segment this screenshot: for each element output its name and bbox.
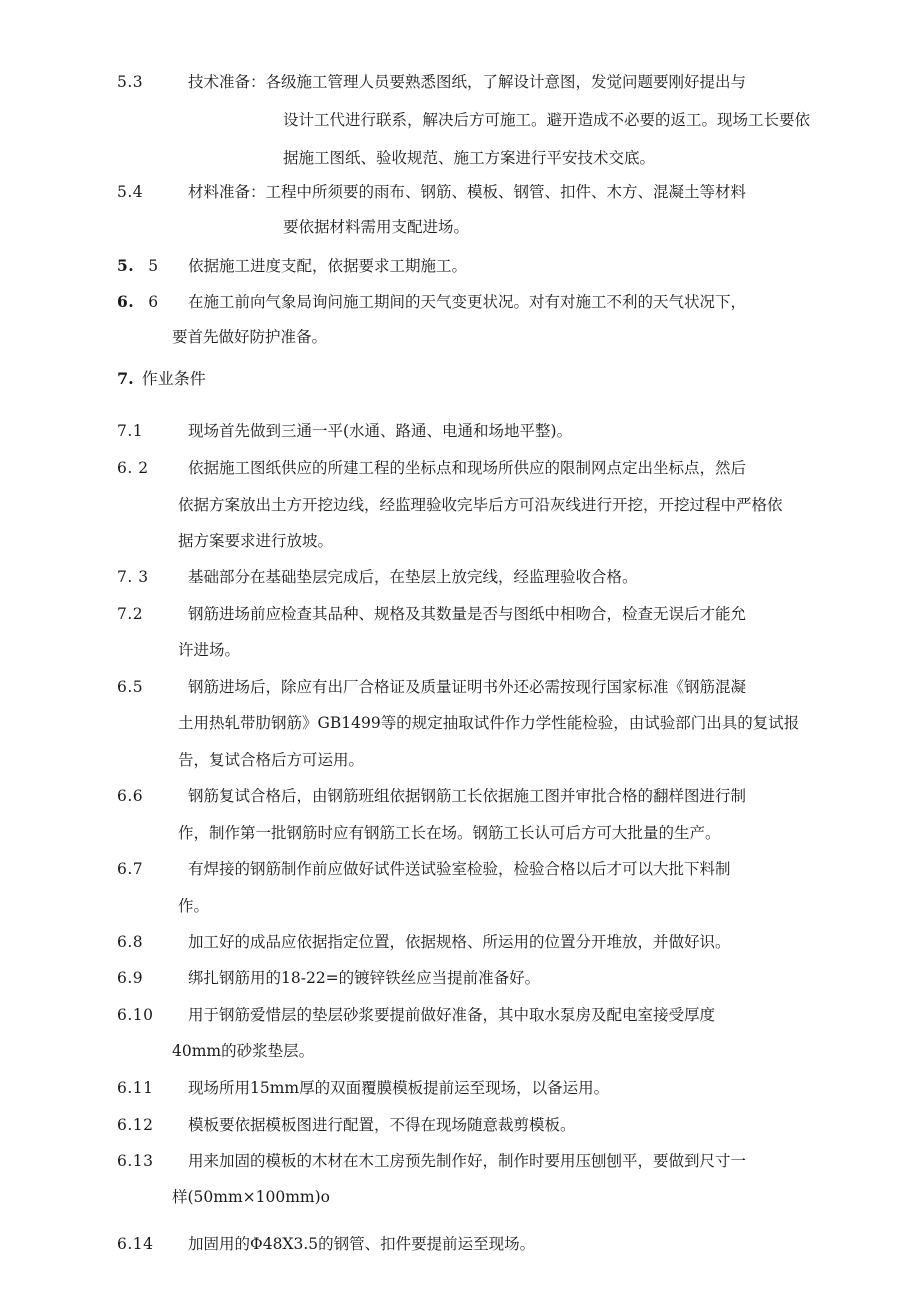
item-number: 6.8: [117, 933, 144, 951]
item-text: 在施工前向气象局询问施工期间的天气变更状况。对有对施工不利的天气状况下，: [188, 293, 747, 311]
item-text: 有焊接的钢筋制作前应做好试件送试验室检验，检验合格以后才可以大批下料制: [188, 860, 731, 878]
item-text: 依据方案放出土方开挖边线，经监理验收完毕后方可沿灰线进行开挖，开挖过程中严格依: [178, 496, 783, 514]
item-number-major: 6.: [117, 292, 135, 311]
item-text: 要依据材料需用支配进场。: [283, 218, 470, 236]
section-heading: [117, 369, 206, 389]
item-number-major: 5.: [117, 256, 135, 275]
item-number: 6.9: [117, 969, 144, 987]
item-text: 告，复试合格后方可运用。: [178, 751, 365, 769]
item-number: 7.1: [117, 422, 144, 440]
item-text: 基础部分在基础垫层完成后，在垫层上放完线，经监理验收合格。: [188, 568, 638, 586]
item-number: 6.6: [117, 787, 144, 805]
item-text: 用于钢筋爱惜层的垫层砂浆要提前做好准备，其中取水泵房及配电室接受厚度: [188, 1006, 716, 1024]
item-text: 40mm的砂浆垫层。: [172, 1042, 315, 1060]
item-text: 依据施工进度支配，依据要求工期施工。: [188, 257, 468, 275]
item-number: [117, 292, 159, 312]
item-text: 绑扎钢筋用的18-22=的镀锌铁丝应当提前准备好。: [188, 969, 541, 987]
item-number: 6.5: [117, 678, 144, 696]
item-text: 设计工代进行联系，解决后方可施工。避开造成不必要的返工。现场工长要依: [283, 111, 811, 129]
item-number: 6. 2: [117, 459, 149, 477]
item-number: 7.2: [117, 605, 144, 623]
item-number-minor: 5: [148, 257, 159, 275]
item-text: 钢筋进场后，除应有出厂合格证及质量证明书外还必需按现行国家标准《钢筋混凝: [188, 678, 747, 696]
item-text: 要首先做好防护准备。: [172, 328, 328, 346]
item-number: 7. 3: [117, 568, 149, 586]
item-number: 6.12: [117, 1116, 154, 1134]
item-text: 据方案要求进行放坡。: [178, 532, 334, 550]
item-number: 5.4: [117, 183, 144, 201]
item-text: 钢筋进场前应检查其品种、规格及其数量是否与图纸中相吻合，检查无误后才能允: [188, 605, 747, 623]
item-text: 许进场。: [178, 641, 241, 659]
item-number: 6.7: [117, 860, 144, 878]
item-text: 模板要依据模板图进行配置，不得在现场随意裁剪模板。: [188, 1116, 576, 1134]
section-number: 7.: [117, 369, 134, 388]
item-text: 样(50mm×100mm)o: [172, 1188, 331, 1206]
item-number: 6.13: [117, 1152, 154, 1170]
item-text: 现场所用15mm厚的双面覆膜模板提前运至现场，以备运用。: [188, 1079, 610, 1097]
item-text: 材料准备：工程中所须要的雨布、钢筋、模板、钢管、扣件、木方、混凝土等材料: [188, 183, 747, 201]
item-text: 据施工图纸、验收规范、施工方案进行平安技术交底。: [283, 149, 656, 167]
item-number: 5.3: [117, 73, 144, 91]
item-text: 作。: [178, 897, 210, 915]
item-text: 土用热轧带肋钢筋》GB1499等的规定抽取试件作力学性能检验，由试验部门出具的复试报: [178, 714, 800, 732]
section-title: 作业条件: [141, 369, 206, 388]
item-text: 钢筋复试合格后，由钢筋班组依据钢筋工长依据施工图并审批合格的翻样图进行制: [188, 787, 747, 805]
item-text: 作，制作第一批钢筋时应有钢筋工长在场。钢筋工长认可后方可大批量的生产。: [178, 824, 721, 842]
item-text: 技术准备：各级施工管理人员要熟悉图纸，了解设计意图，发觉问题要刚好提出与: [188, 73, 747, 91]
item-text: 加工好的成品应依据指定位置，依据规格、所运用的位置分开堆放，并做好识。: [188, 933, 731, 951]
item-text: 加固用的Φ48X3.5的钢管、扣件要提前运至现场。: [188, 1235, 536, 1253]
item-number: 6.10: [117, 1006, 154, 1024]
item-text: 用来加固的模板的木材在木工房预先制作好，制作时要用压刨刨平，要做到尺寸一: [188, 1152, 747, 1170]
item-number: 6.11: [117, 1079, 154, 1097]
item-text: 依据施工图纸供应的所建工程的坐标点和现场所供应的限制网点定出坐标点，然后: [188, 459, 747, 477]
item-number: [117, 256, 159, 276]
item-number: 6.14: [117, 1235, 154, 1253]
item-text: 现场首先做到三通一平(水通、路通、电通和场地平整)。: [188, 422, 573, 440]
item-number-minor: 6: [148, 293, 159, 311]
